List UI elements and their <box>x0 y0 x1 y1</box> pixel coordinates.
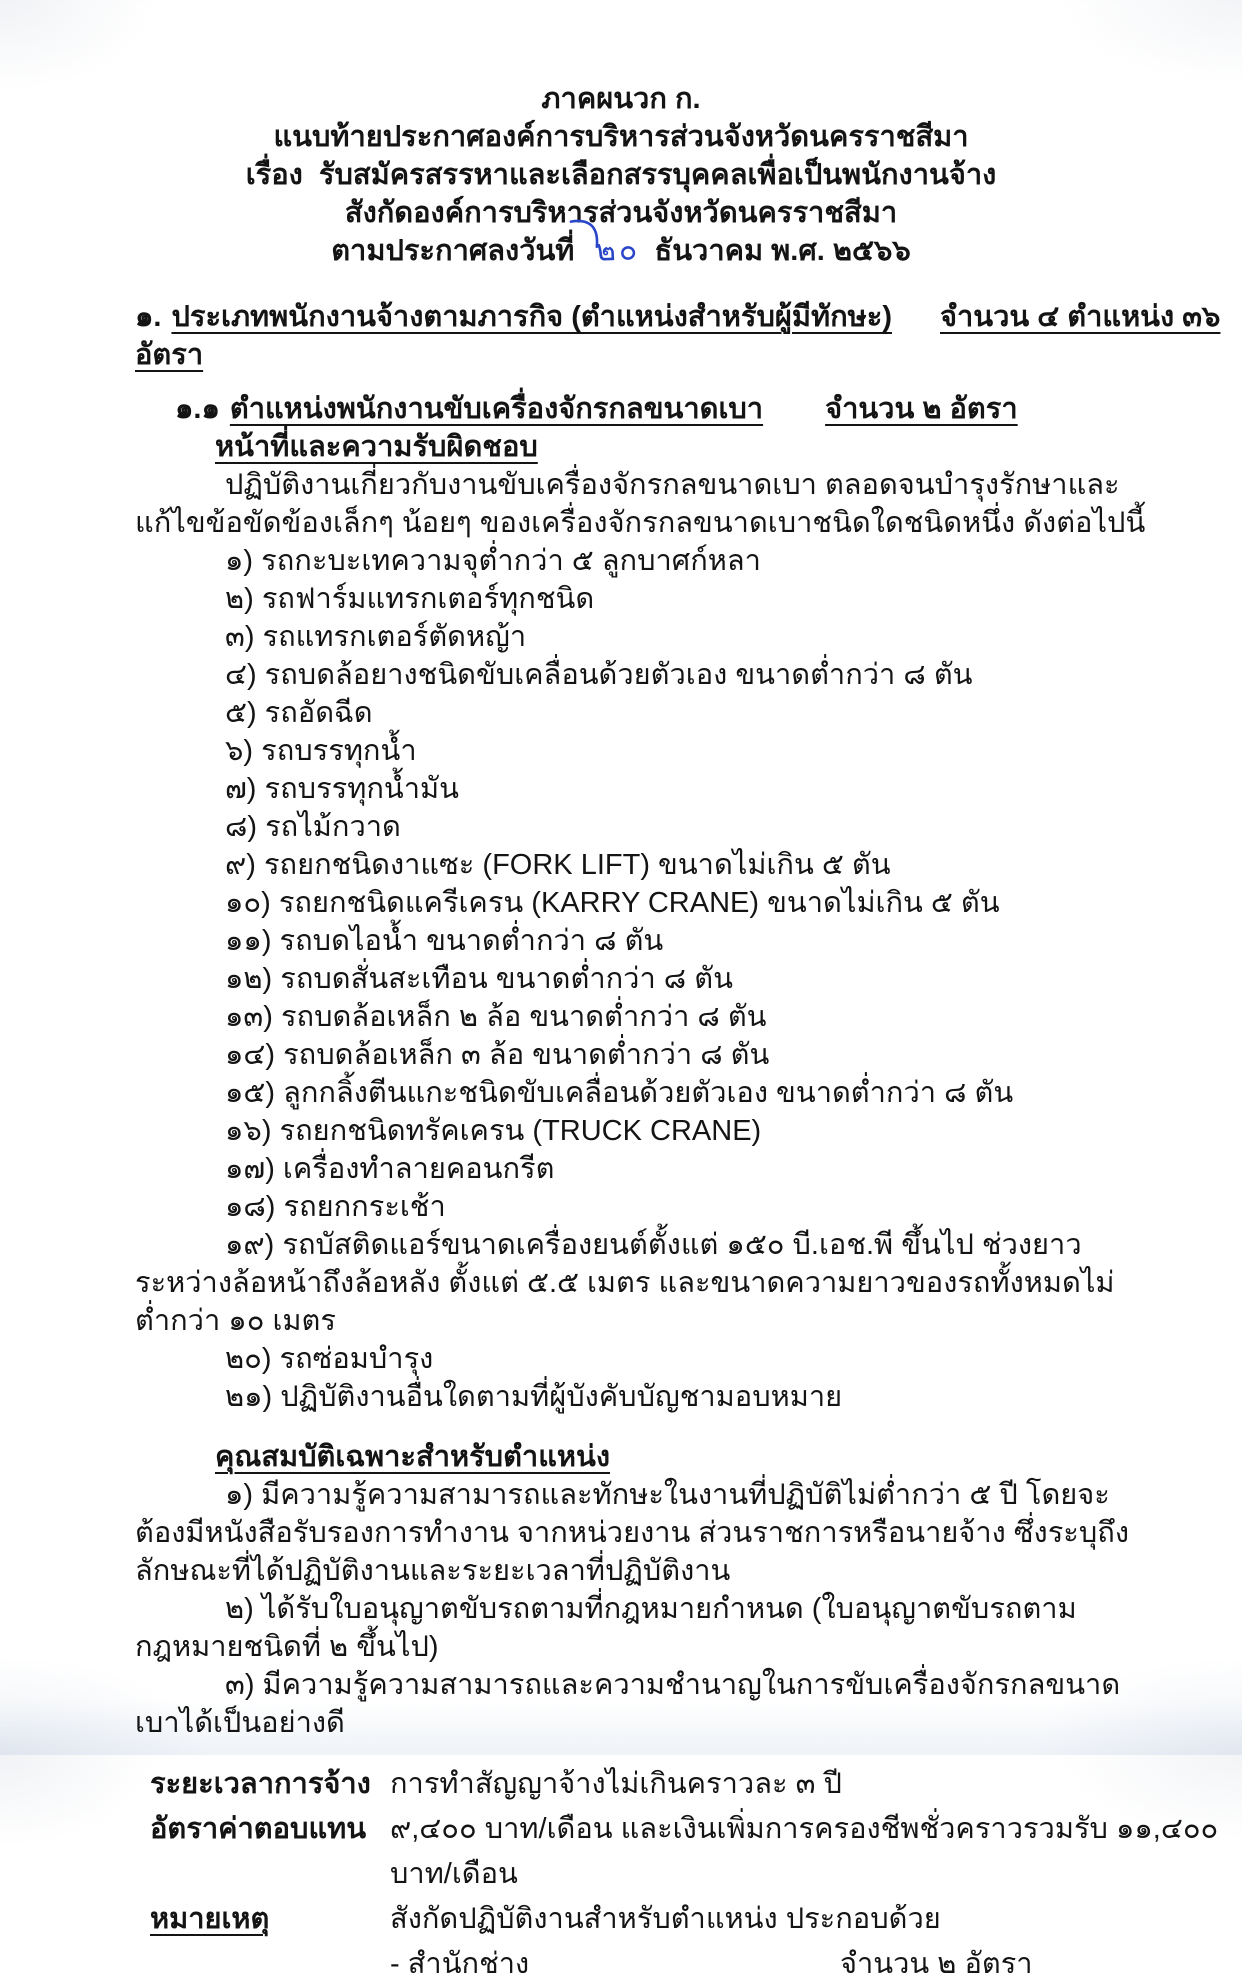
duty-item: ๒) รถฟาร์มแทรกเตอร์ทุกชนิด <box>225 583 595 615</box>
duty-item: ๑๙) รถบัสติดแอร์ขนาดเครื่องยนต์ตั้งแต่ ๑๕๐ บี.เอช.พี ขึ้นไป ช่วงยาวระหว่างล้อหน้าถึงล้อหลัง ตั้งแต่ ๕.๕ เมตร และขนาดความยาวของรถทั้งหมดไม่ต่ำกว่า ๑๐ เมตร <box>135 1229 1115 1337</box>
duty-item: ๑๑) รถบดไอน้ำ ขนาดต่ำกว่า ๘ ตัน <box>225 925 664 957</box>
duty-item: ๒๑) ปฏิบัติงานอื่นใดตามที่ผู้บังคับบัญชามอบหมาย <box>225 1381 843 1413</box>
duty-item: ๖) รถบรรทุกน้ำ <box>225 735 417 767</box>
duty-item: ๕) รถอัดฉีด <box>225 697 373 729</box>
duty-item: ๑๓) รถบดล้อเหล็ก ๒ ล้อ ขนาดต่ำกว่า ๘ ตัน <box>225 1001 767 1033</box>
duty-item: ๔) รถบดล้อยางชนิดขับเคลื่อนด้วยตัวเอง ขนาดต่ำกว่า ๘ ตัน <box>225 659 973 691</box>
qualification-item: ๑) มีความรู้ความสามารถและทักษะในงานที่ปฏิบัติไม่ต่ำกว่า ๕ ปี โดยจะต้องมีหนังสือรับรองการทำงาน จากหน่วยงาน ส่วนราชการหรือนายจ้าง ซึ่งระบุถึงลักษณะที่ได้ปฏิบัติงานและระยะเวลาที่ปฏิบัติงาน <box>135 1479 1130 1587</box>
term-label: อัตราค่าตอบแทน <box>150 1813 367 1845</box>
section-1-count: จำนวน ๔ ตำแหน่ง ๓๖ อัตรา <box>135 301 1221 371</box>
duty-item: ๑๐) รถยกชนิดแครีเครน (KARRY CRANE) ขนาดไม่เกิน ๕ ตัน <box>225 887 1000 919</box>
term-row-note <box>150 1897 1242 1942</box>
duty-item: ๑๗) เครื่องทำลายคอนกรีต <box>225 1153 555 1185</box>
duties-heading: หน้าที่และความรับผิดชอบ <box>215 431 538 463</box>
appendix-title: ภาคผนวก ก. <box>541 83 701 115</box>
duties-list <box>0 542 1242 1416</box>
department-row <box>150 1942 1242 1987</box>
duty-item: ๑) รถกะบะเทความจุต่ำกว่า ๕ ลูกบาศก์หลา <box>225 545 761 577</box>
date-line-suffix: ธันวาคม พ.ศ. ๒๕๖๖ <box>654 235 911 267</box>
duty-item: ๑๖) รถยกชนิดทรัคเครน (TRUCK CRANE) <box>225 1115 762 1147</box>
term-row-compensation <box>150 1807 1242 1897</box>
duty-item: ๘) รถไม้กวาด <box>225 811 401 843</box>
duty-item: ๑๘) รถยกกระเช้า <box>225 1191 446 1223</box>
subject-line: เรื่อง รับสมัครสรรหาและเลือกสรรบุคคลเพื่อเป็นพนักงานจ้าง <box>245 159 997 191</box>
duty-item: ๙) รถยกชนิดงาแซะ (FORK LIFT) ขนาดไม่เกิน ๕ ตัน <box>225 849 891 881</box>
qualification-item: ๓) มีความรู้ความสามารถและความชำนาญในการขับเครื่องจักรกลขนาดเบาได้เป็นอย่างดี <box>135 1669 1121 1739</box>
handwritten-day: ๒๐ <box>596 231 641 271</box>
organization-line: สังกัดองค์การบริหารส่วนจังหวัดนครราชสีมา <box>344 197 898 229</box>
section-1-heading <box>135 298 1242 374</box>
department-count: จำนวน ๒ อัตรา <box>840 1948 1033 1980</box>
duty-item: ๓) รถแทรกเตอร์ตัดหญ้า <box>225 621 527 653</box>
duty-item: ๗) รถบรรทุกน้ำมัน <box>225 773 459 805</box>
spacer <box>150 1942 390 1987</box>
section-1-1-number: ๑.๑ <box>175 393 220 425</box>
duty-item: ๒๐) รถซ่อมบำรุง <box>225 1343 434 1375</box>
term-value: การทำสัญญาจ้างไม่เกินคราวละ ๓ ปี <box>390 1768 842 1800</box>
duties-intro: ปฏิบัติงานเกี่ยวกับงานขับเครื่องจักรกลขนาดเบา ตลอดจนบำรุงรักษาและแก้ไขข้อขัดข้องเล็กๆ น้อยๆ ของเครื่องจักรกลขนาดเบาชนิดใดชนิดหนึ่ง ดังต่อไปนี้ <box>135 469 1146 539</box>
term-label: ระยะเวลาการจ้าง <box>150 1768 371 1800</box>
qualifications-list <box>0 1476 1242 1742</box>
qualifications-heading: คุณสมบัติเฉพาะสำหรับตำแหน่ง <box>215 1441 610 1473</box>
section-1-1-count: จำนวน ๒ อัตรา <box>825 393 1018 425</box>
term-value: ๙,๔๐๐ บาท/เดือน และเงินเพิ่มการครองชีพชั่วคราวรวมรับ ๑๑,๔๐๐ บาท/เดือน <box>390 1813 1219 1890</box>
term-label: หมายเหตุ <box>150 1903 270 1935</box>
duty-item: ๑๒) รถบดสั่นสะเทือน ขนาดต่ำกว่า ๘ ตัน <box>225 963 733 995</box>
pen-stroke-icon <box>569 216 610 251</box>
date-line-prefix: ตามประกาศลงวันที่ <box>331 235 575 267</box>
employment-terms <box>150 1762 1242 1987</box>
section-1-title: ประเภทพนักงานจ้างตามภารกิจ (ตำแหน่งสำหรับผู้มีทักษะ) <box>171 301 892 333</box>
announcement-date-line <box>0 232 1242 270</box>
qualification-item: ๒) ได้รับใบอนุญาตขับรถตามที่กฎหมายกำหนด (ใบอนุญาตขับรถตามกฎหมายชนิดที่ ๒ ขึ้นไป) <box>135 1593 1077 1663</box>
department-name: - สำนักช่าง <box>390 1948 530 1980</box>
duty-item: ๑๔) รถบดล้อเหล็ก ๓ ล้อ ขนาดต่ำกว่า ๘ ตัน <box>225 1039 770 1071</box>
attachment-line: แนบท้ายประกาศองค์การบริหารส่วนจังหวัดนครราชสีมา <box>273 121 969 153</box>
term-row-duration <box>150 1762 1242 1807</box>
section-1-1-title: ตำแหน่งพนักงานขับเครื่องจักรกลขนาดเบา <box>229 393 764 425</box>
term-value: สังกัดปฏิบัติงานสำหรับตำแหน่ง ประกอบด้วย <box>390 1903 941 1935</box>
section-1-number: ๑. <box>135 301 162 333</box>
document-header <box>0 80 1242 270</box>
section-1-1-heading <box>175 390 1242 428</box>
duty-item: ๑๕) ลูกกลิ้งตีนแกะชนิดขับเคลื่อนด้วยตัวเอง ขนาดต่ำกว่า ๘ ตัน <box>225 1077 1014 1109</box>
